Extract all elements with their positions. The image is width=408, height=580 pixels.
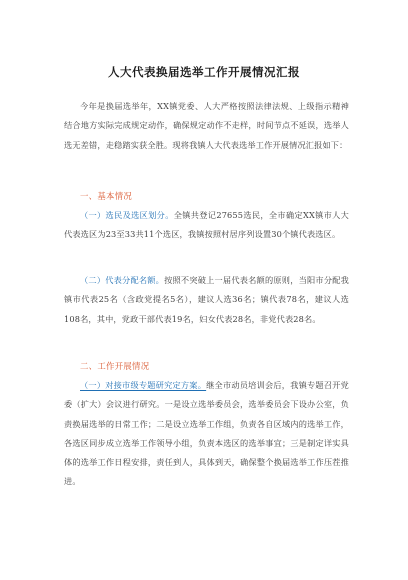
paragraph-plan [64,376,349,492]
section-heading-progress: 二、工作开展情况 [80,361,150,371]
lead-plan: （一）对接市级专题研究定方案。 [80,380,207,390]
paragraph-quota [64,271,349,329]
text-plan: 继全市动员培训会后，我镇专题召开党委（扩大）会议进行研究。一是设立选举委员会，选举委员会下设办公室，负责换届选举的日常工作；二是设立选举工作组，负责各自区域内的选举工作，各选区同步成立选举工作领导小组，负责本选区的选举事宜；三是制定详实具体的选举工作日程安排，责任到人，具体到天，确保整个换届选举工作压茬推进。 [64,380,349,487]
section-heading-basic: 一、基本情况 [80,191,133,201]
lead-quota: （二）代表分配名额。 [80,275,165,285]
paragraph-voters-districts [64,206,349,245]
intro-paragraph: 今年是换届选举年，XX镇党委、人大严格按照法律法规、上级指示精神结合地方实际完成规定动作，确保规定动作不走样，时间节点不延误，选举人选无差错，走稳踏实获全胜。现将我镇人大代表选举工作开展情况汇报如下： [64,101,349,150]
lead-voters-districts: （一）选民及选区划分。 [80,210,174,220]
text-voters-districts: 全镇共登记27655选民，全市确定XX镇市人大代表选区为23至33共11个选区，我镇按照村居序列设置30个镇代表选区。 [64,210,349,240]
text-quota: 按照不突破上一届代表名额的原则，当阳市分配我镇市代表25名（含政党提名5名），建议人选36名；镇代表78名，建议人选108名，其中，党政干部代表19名，妇女代表28名，非党代表28名。 [64,275,349,324]
document-title: 人大代表换届选举工作开展情况汇报 [108,65,300,79]
